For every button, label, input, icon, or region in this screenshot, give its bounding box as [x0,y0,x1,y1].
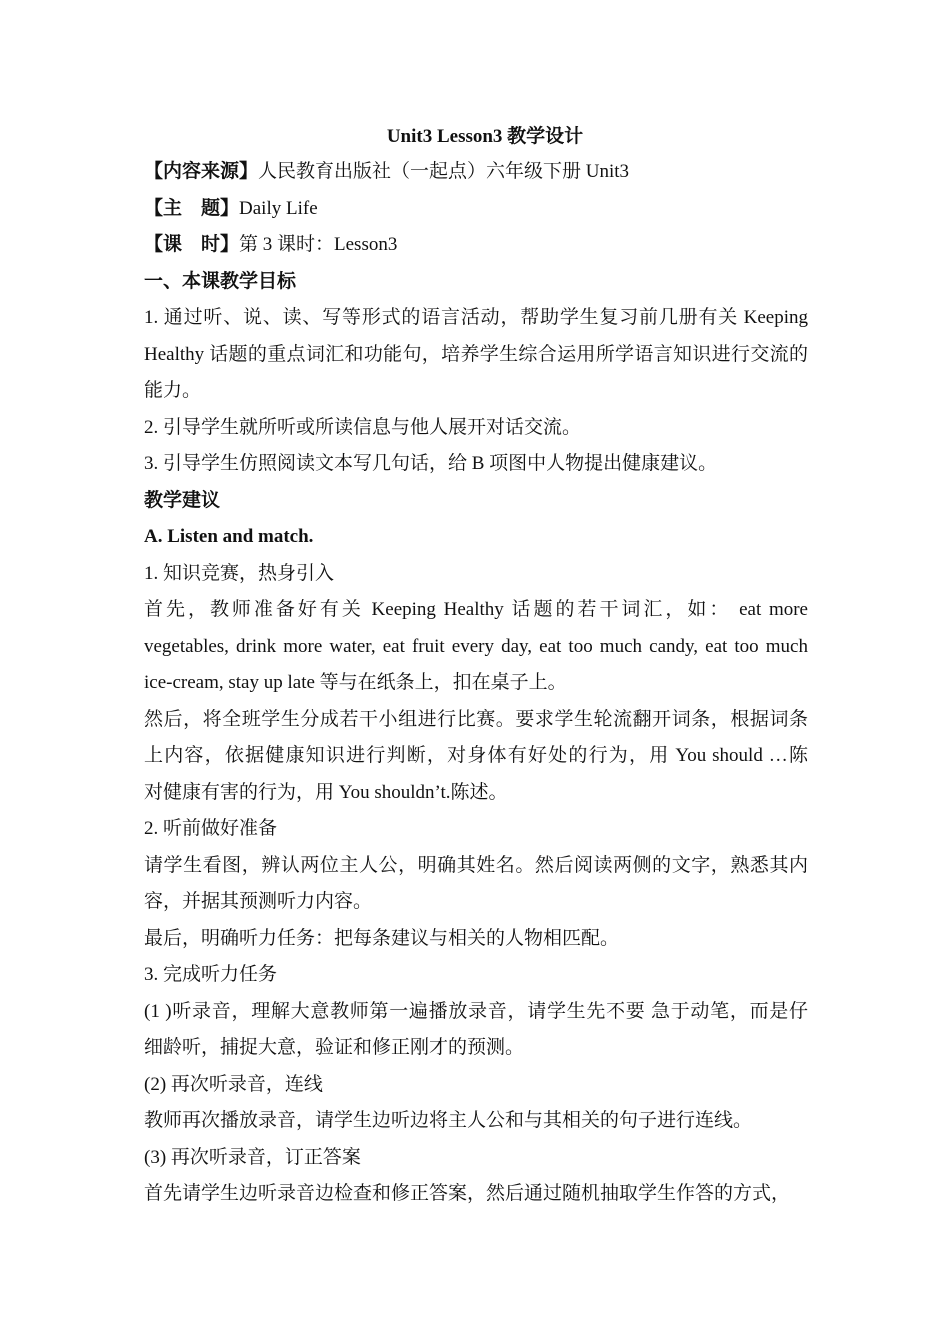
para-2-line-2: 上内容，依据健康知识进行判断，对身体有好处的行为，用 You should …陈 [144,745,808,766]
para-1-line-2: vegetables, drink more water, eat fruit every day, eat too much candy, eat too much [144,635,808,657]
meta-source [144,154,808,191]
para-5-line-2: 细龄听，捕捉大意，验证和修正刚才的预测。 [144,1037,525,1058]
para-6: 教师再次播放录音，请学生边听边将主人公和与其相关的句子进行连线。 [144,1110,753,1131]
substep-3-heading: (3) 再次听录音，订正答案 [144,1146,361,1168]
para-3-line-1: 请学生看图，辨认两位主人公，明确其姓名。然后阅读两侧的文字，熟悉其内 [144,854,808,876]
substep-2-heading: (2) 再次听录音，连线 [144,1073,323,1095]
document-title: Unit3 Lesson3 教学设计 [386,126,584,147]
section-heading-advice: 教学建议 [144,489,221,511]
goal-1-line-2: Healthy 话题的重点词汇和功能句，培养学生综合运用所学语言知识进行交流的 [144,343,808,365]
para-4: 最后，明确听力任务：把每条建议与相关的人物相匹配。 [144,927,620,949]
meta-period-value: 第 3 课时：Lesson3 [239,234,398,255]
goal-2: 2. 引导学生就所听或所读信息与他人展开对话交流。 [144,416,582,438]
section-heading-goals: 一、本课教学目标 [144,270,297,292]
meta-topic [144,191,808,228]
goal-1-line-1: 1. 通过听、说、读、写等形式的语言活动，帮助学生复习前几册有关 Keeping [144,307,808,328]
para-1-line-1: 首先，教师准备好有关 Keeping Healthy 话题的若干词汇，如： eat more [144,599,808,620]
para-7: 首先请学生边听录音边检查和修正答案，然后通过随机抽取学生作答的方式， [144,1183,791,1204]
step-1-heading: 1. 知识竞赛，热身引入 [144,562,335,584]
step-3-heading: 3. 完成听力任务 [144,964,278,985]
para-2-line-1: 然后，将全班学生分成若干小组进行比赛。要求学生轮流翻开词条，根据词条 [144,708,808,730]
para-1-line-3: ice-cream, stay up late 等与在纸条上，扣在桌子上。 [144,672,567,693]
para-3-line-2: 容，并据其预测听力内容。 [144,891,373,912]
document-body [144,120,808,1213]
para-2-line-3: 对健康有害的行为，用 You shouldn’t.陈述。 [144,781,508,803]
meta-source-label: 【内容来源】 [144,161,259,182]
meta-topic-value: Daily Life [239,197,318,219]
meta-topic-label: 【主 题】 [144,197,240,219]
step-2-heading: 2. 听前做好准备 [144,818,278,839]
para-5-line-1: (1 )听录音，理解大意教师第一遍播放录音，请学生先不要 急于动笔，而是仔 [144,1000,808,1022]
goal-3: 3. 引导学生仿照阅读文本写几句话，给 B 项图中人物提出健康建议。 [144,453,718,474]
meta-period-label: 【课 时】 [144,234,240,255]
meta-period [144,227,808,264]
goal-1-line-3: 能力。 [144,380,202,401]
part-a-heading: A. Listen and match. [144,526,314,547]
meta-source-value: 人民教育出版社（一起点）六年级下册 Unit3 [258,161,630,182]
